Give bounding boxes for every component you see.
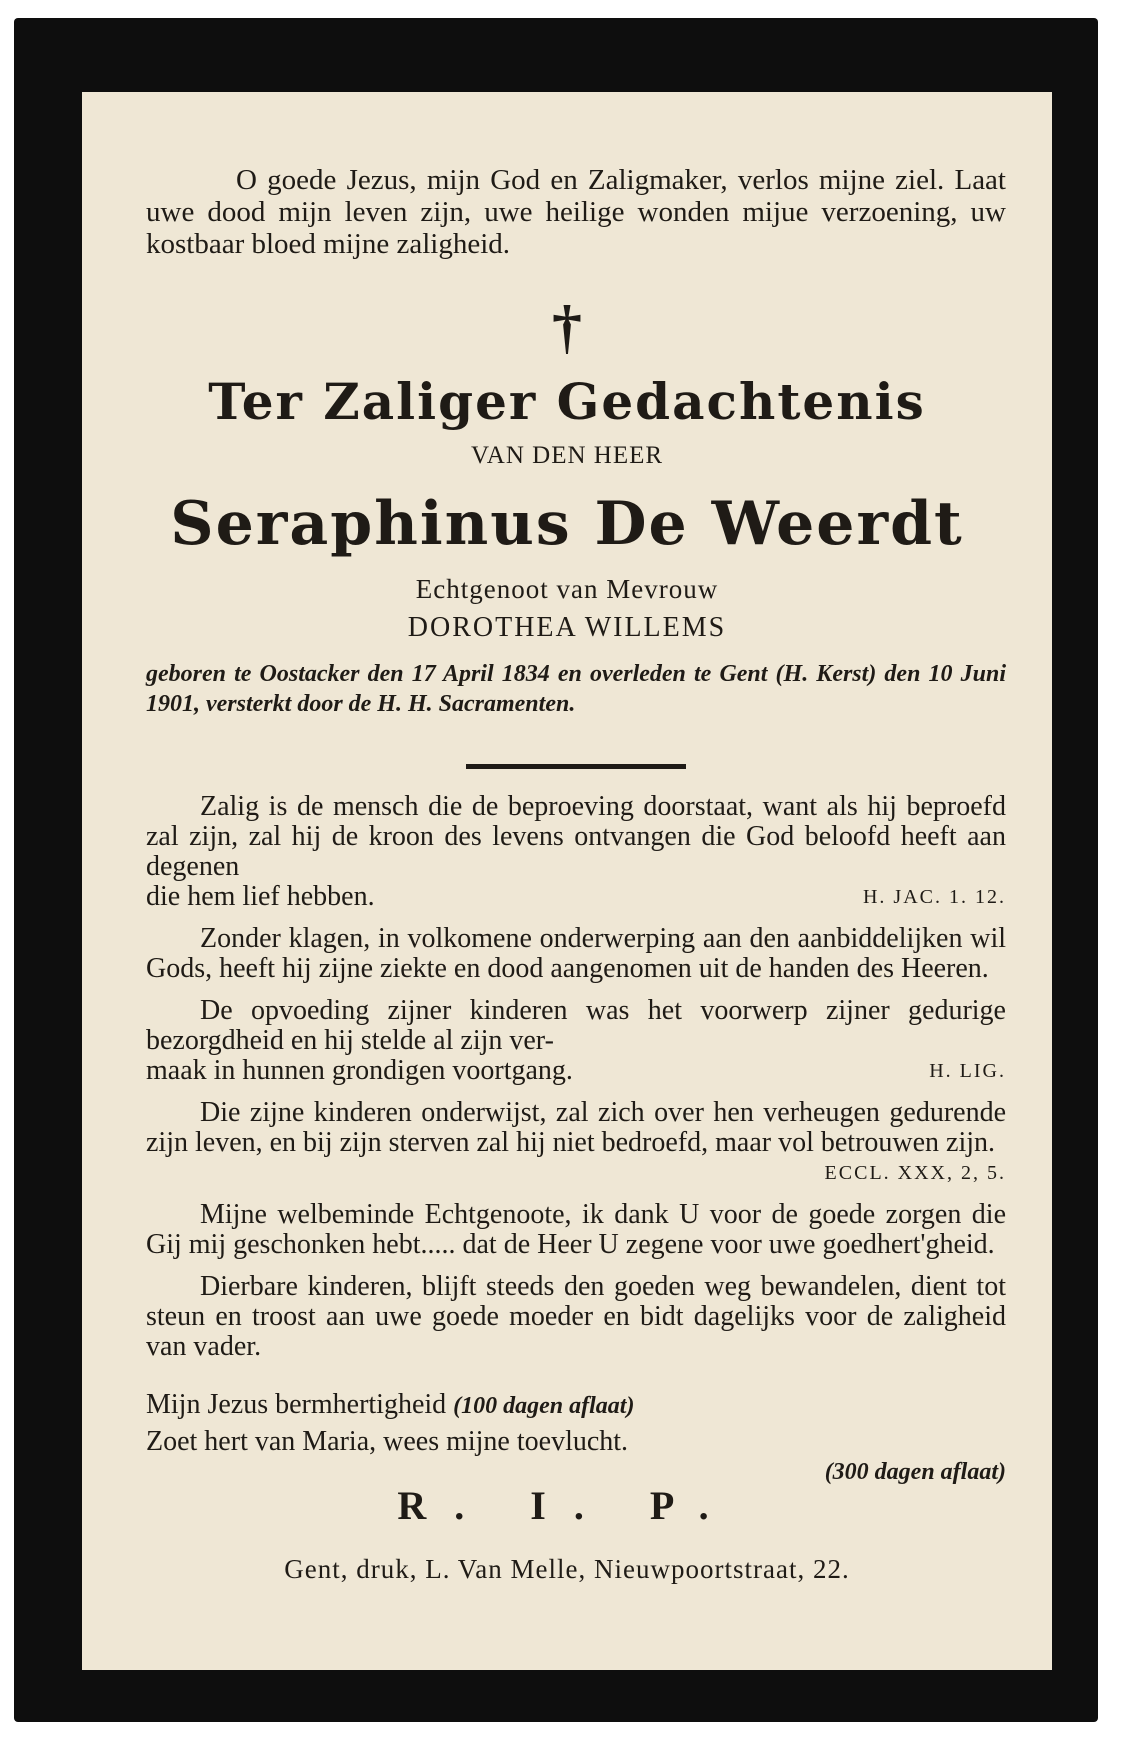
paragraph-kinderen: [146, 1272, 1006, 1362]
paragraph-onderwijst: [146, 1098, 1006, 1158]
deceased-name: Seraphinus De Weerdt: [170, 489, 964, 559]
paragraph-zonder-klagen: [146, 924, 1006, 984]
memorial-card-paper: [82, 92, 1052, 1670]
indulgence-prayer-1: Mijn Jezus bermhertigheid: [146, 1389, 447, 1420]
paragraph-jacobus-last-row: [146, 882, 1006, 912]
birth-death-text: geboren te Oostacker den 17 April 1834 en overleden te Gent (H. Kerst) den 10 Juni 1901, versterkt door de H. H. Sacramenten.: [146, 661, 1006, 717]
paragraph-zonder-klagen-text: Zonder klagen, in volkomene onderwerping aan den aanbiddelijken wil Gods, heeft hij zijne ziekte en dood aangenomen uit de handen des Heeren.: [146, 923, 1006, 984]
opening-prayer-text: O goede Jezus, mijn God en Zaligmaker, verlos mijne ziel. Laat uwe dood mijn leven zijn, uwe heilige wonden mijue verzoening, uw kostbaar bloed mijne zaligheid.: [146, 164, 1006, 260]
reference-jacobus: H. JAC. 1. 12.: [862, 886, 1006, 908]
paragraph-opvoeding: [146, 996, 1006, 1056]
divider-line: [466, 764, 686, 769]
van-den-heer-label: VAN DEN HEER: [470, 442, 664, 469]
paragraph-echtgenoote: [146, 1200, 1006, 1260]
paragraph-echtgenoote-text: Mijne welbeminde Echtgenoote, ik dank U voor de goede zorgen die Gij mij geschonken hebt..... dat de Heer U zegene voor uwe goedhert'gheid.: [146, 1199, 1006, 1260]
rip-label: R. I. P.: [397, 1483, 737, 1528]
heading-ter-zaliger-gedachtenis: Ter Zaliger Gedachtenis: [208, 372, 926, 431]
paragraph-jacobus: [146, 792, 1006, 882]
paragraph-opvoeding-last-row: [146, 1056, 1006, 1086]
spouse-line: Echtgenoot van Mevrouw: [415, 574, 719, 604]
memorial-card-border: [14, 18, 1098, 1722]
paragraph-onderwijst-text: Die zijne kinderen onderwijst, zal zich over hen verheugen gedurende zijn leven, en bij zijn sterven zal hij niet bedroefd, maar vol betrouwen zijn.: [146, 1097, 1006, 1158]
indulgence-note-2: (300 dagen aflaat): [824, 1459, 1006, 1485]
memorial-text: [146, 792, 1006, 1487]
reference-ecclesiasticus: ECCL. XXX, 2, 5.: [824, 1162, 1006, 1184]
paragraph-opvoeding-text: De opvoeding zijner kinderen was het voorwerp zijner gedurige bezorgdheid en hij stelde al zijn ver-: [146, 995, 1006, 1056]
paragraph-jacobus-last-line: die hem lief hebben.: [146, 881, 375, 912]
spouse-name: DOROTHEA WILLEMS: [407, 612, 727, 643]
paragraph-opvoeding-last-line: maak in hunnen grondigen voortgang.: [146, 1055, 573, 1086]
reference-liguori: H. LIG.: [929, 1060, 1006, 1082]
birth-death-details: [146, 659, 1006, 719]
paragraph-kinderen-text: Dierbare kinderen, blijft steeds den goeden weg bewandelen, dient tot steun en troost aan uwe goede moeder en bidt dagelijks voor de zaligheid van vader.: [146, 1271, 1006, 1362]
opening-prayer: [146, 164, 1006, 260]
paragraph-jacobus-text: Zalig is de mensch die de beproeving doorstaat, want als hij beproefd zal zijn, zal hij de kroon des levens ontvangen die God beloofd heeft aan degenen: [146, 791, 1006, 882]
printer-imprint: Gent, druk, L. Van Melle, Nieuwpoortstraat, 22.: [284, 1554, 850, 1584]
cross-icon: †: [552, 294, 582, 360]
indulgence-line-1: [146, 1390, 1006, 1421]
indulgence-note-1: (100 dagen aflaat): [453, 1393, 635, 1419]
indulgence-prayer-2: Zoet hert van Maria, wees mijne toevlucht.: [146, 1426, 629, 1457]
